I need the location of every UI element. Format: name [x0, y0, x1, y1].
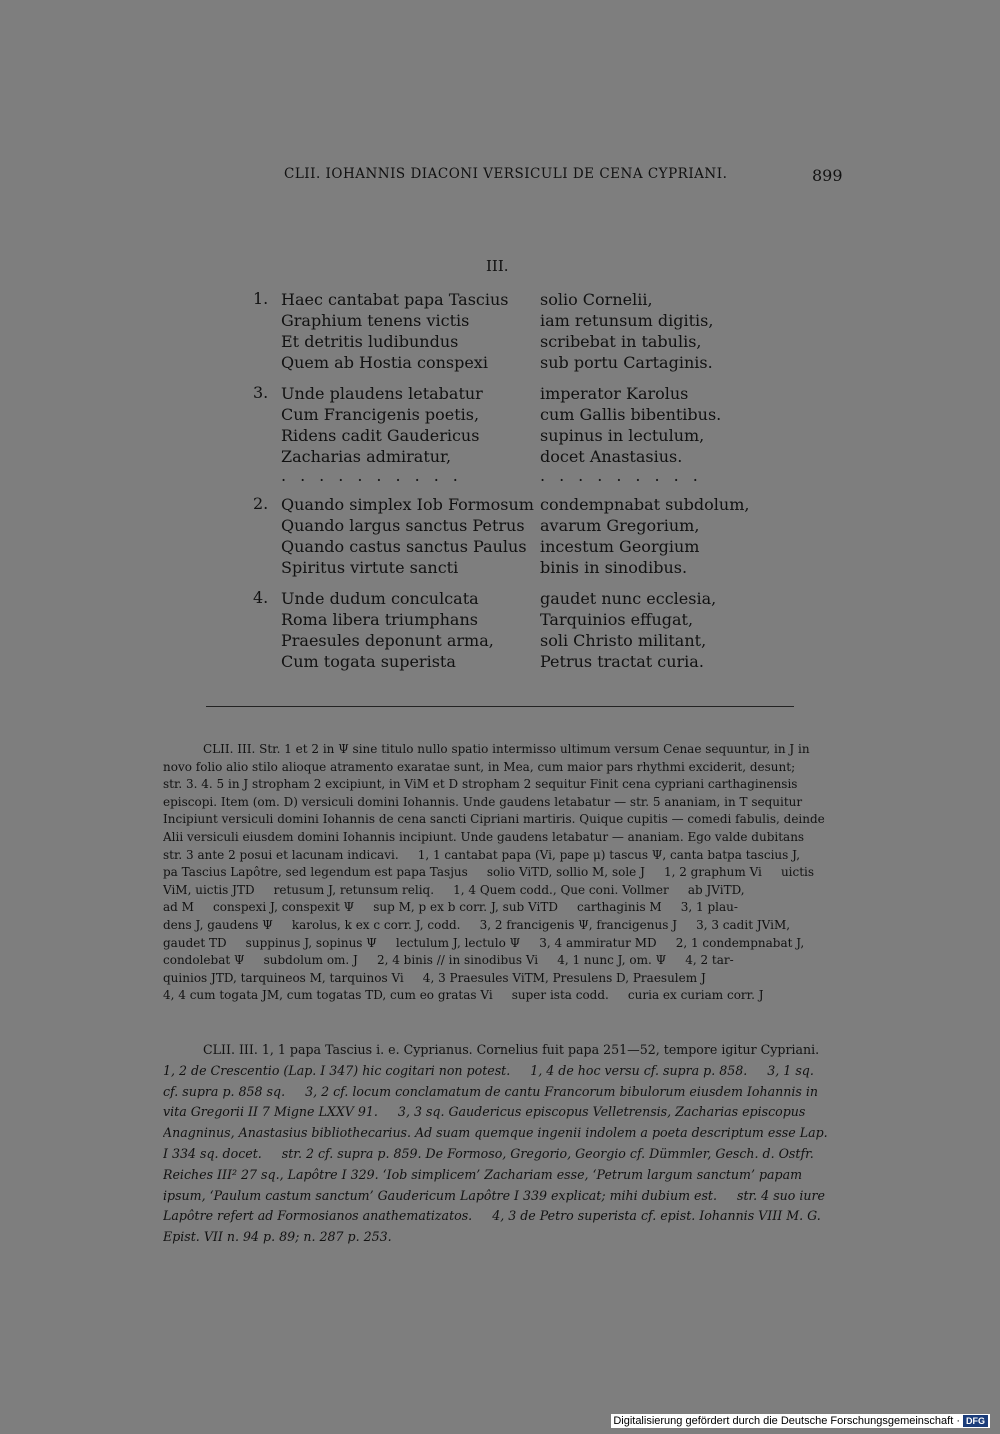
- commentary-line: CLII. III. 1, 1 papa Tascius i. e. Cyprianus. Cornelius fuit papa 251—52, tempore igitur Cypriani.: [203, 1042, 820, 1057]
- verse-second-half: Petrus tractat curia.: [540, 652, 704, 671]
- commentary-line: cf. supra p. 858 sq. 3, 2 cf. locum conclamatum de cantu Francorum bibulorum eiusdem Iohannis in: [163, 1083, 818, 1099]
- strophe-number: 3.: [253, 383, 269, 402]
- apparatus-line: Alii versiculi eiusdem domini Iohannis incipiunt. Unde gaudens letabatur — ananiam. Ego valde dubitans: [163, 829, 805, 844]
- section-number: III.: [486, 257, 509, 275]
- verse-second-half: binis in sinodibus.: [540, 558, 688, 577]
- footer-credit: [611, 1414, 990, 1428]
- apparatus-line: 4, 4 cum togata JM, cum togatas TD, cum eo gratas Vi super ista codd. curia ex curiam corr. J: [163, 988, 764, 1003]
- page-number: 899: [812, 166, 843, 185]
- apparatus-line: dens J, gaudens Ψ karolus, k ex c corr. J, codd. 3, 2 francigenis Ψ, francigenus J 3, 3 cadit JViM,: [163, 917, 791, 932]
- verse-first-half: Unde dudum conculcata: [281, 589, 479, 608]
- verse-second-half: cum Gallis bibentibus.: [540, 405, 722, 424]
- apparatus-line: Incipiunt versiculi domini Iohannis de cena sancti Cipriani martiris. Quique cupitis — comedi fabulis, deinde: [163, 812, 825, 827]
- apparatus-line: str. 3. 4. 5 in J stropham 2 excipiunt, in ViM et D stropham 2 sequitur Finit cena cypriani carthaginensis: [163, 777, 798, 792]
- verse-second-half: sub portu Cartaginis.: [540, 353, 713, 372]
- verse-second-half: docet Anastasius.: [540, 447, 683, 466]
- verse-first-half: Quando castus sanctus Paulus: [281, 537, 527, 556]
- verse-first-half: Praesules deponunt arma,: [281, 631, 494, 650]
- commentary-line: Epist. VII n. 94 p. 89; n. 287 p. 253.: [163, 1229, 392, 1245]
- strophe-number: 1.: [253, 289, 269, 308]
- apparatus-line: gaudet TD suppinus J, sopinus Ψ lectulum J, lectulo Ψ 3, 4 ammiratur MD 2, 1 condempnabat J,: [163, 935, 805, 950]
- verse-second-half: imperator Karolus: [540, 384, 689, 403]
- apparatus-line: ViM, uictis JTD retusum J, retunsum reliq. 1, 4 Quem codd., Que coni. Vollmer ab JViTD,: [163, 882, 745, 897]
- verse-second-half: iam retunsum digitis,: [540, 311, 714, 330]
- running-head: CLII. IOHANNIS DIACONI VERSICULI DE CENA CYPRIANI.: [284, 166, 728, 182]
- verse-first-half: Quem ab Hostia conspexi: [281, 353, 488, 372]
- verse-first-half: Et detritis ludibundus: [281, 332, 459, 351]
- apparatus-line: str. 3 ante 2 posui et lacunam indicavi. 1, 1 cantabat papa (Vi, pape μ) tascus Ψ, canta batpa tascius J,: [163, 847, 801, 862]
- lacuna-dots: ..........: [281, 466, 472, 485]
- verse-second-half: soli Christo militant,: [540, 631, 707, 650]
- verse-second-half: Tarquinios effugat,: [540, 610, 694, 629]
- commentary-line: Reiches III² 27 sq., Lapôtre I 329. ‘Iob simplicem’ Zachariam esse, ‘Petrum largum sanctum’ papam: [163, 1166, 803, 1182]
- verse-first-half: Cum togata superista: [281, 652, 456, 671]
- verse-first-half: Zacharias admiratur,: [281, 447, 452, 466]
- verse-second-half: supinus in lectulum,: [540, 426, 705, 445]
- apparatus-line: quinios JTD, tarquineos M, tarquinos Vi 4, 3 Praesules ViTM, Presulens D, Praesulem J: [163, 970, 706, 985]
- footnote-rule: [206, 706, 794, 707]
- commentary-line: 1, 2 de Crescentio (Lap. I 347) hic cogitari non potest. 1, 4 de hoc versu cf. supra p. 858. 3, 1 sq.: [163, 1062, 814, 1078]
- verse-second-half: avarum Gregorium,: [540, 516, 700, 535]
- commentary-line: I 334 sq. docet. str. 2 cf. supra p. 859. De Formoso, Gregorio, Georgio cf. Dümmler, Gesch. d. Ostfr.: [163, 1145, 814, 1161]
- commentary-line: Anagninus, Anastasius bibliothecarius. Ad suam quemque ingenii indolem a poeta descriptum esse Lap.: [163, 1125, 828, 1141]
- verse-second-half: scribebat in tabulis,: [540, 332, 702, 351]
- verse-first-half: Quando simplex Iob Formosum: [281, 495, 534, 514]
- apparatus-line: CLII. III. Str. 1 et 2 in Ψ sine titulo nullo spatio intermisso ultimum versum Cenae sequuntur, in J in: [203, 742, 810, 756]
- dfg-logo: DFG: [963, 1415, 988, 1427]
- verse-second-half: condempnabat subdolum,: [540, 495, 750, 514]
- commentary-line: Lapôtre refert ad Formosianos anathematizatos. 4, 3 de Petro superista cf. epist. Iohannis VIII M. G.: [163, 1208, 821, 1224]
- apparatus-line: ad M conspexi J, conspexit Ψ sup M, p ex b corr. J, sub ViTD carthaginis M 3, 1 plau-: [163, 900, 738, 915]
- verse-second-half: solio Cornelii,: [540, 290, 653, 309]
- apparatus-line: novo folio alio stilo alioque atramento exaratae sunt, in Mea, cum maior pars rhythmi exciderit, desunt;: [163, 759, 796, 774]
- apparatus-line: pa Tascius Lapôtre, sed legendum est papa Tasjus solio ViTD, sollio M, sole J 1, 2 graphum Vi uictis: [163, 865, 815, 880]
- verse-first-half: Ridens cadit Gaudericus: [281, 426, 480, 445]
- verse-first-half: Quando largus sanctus Petrus: [281, 516, 525, 535]
- verse-second-half: incestum Georgium: [540, 537, 700, 556]
- commentary-line: vita Gregorii II 7 Migne LXXV 91. 3, 3 sq. Gaudericus episcopus Velletrensis, Zacharias episcopus: [163, 1104, 806, 1120]
- verse-first-half: Cum Francigenis poetis,: [281, 405, 480, 424]
- strophe-number: 4.: [253, 588, 269, 607]
- verse-first-half: Roma libera triumphans: [281, 610, 478, 629]
- verse-second-half: gaudet nunc ecclesia,: [540, 589, 717, 608]
- verse-first-half: Graphium tenens victis: [281, 311, 470, 330]
- verse-first-half: Unde plaudens letabatur: [281, 384, 483, 403]
- commentary: [163, 1040, 835, 1248]
- verse-first-half: Spiritus virtute sancti: [281, 558, 459, 577]
- footer-text: Digitalisierung gefördert durch die Deutsche Forschungsgemeinschaft ·: [613, 1415, 960, 1427]
- commentary-line: ipsum, ‘Paulum castum sanctum’ Gaudericum Lapôtre I 339 explicat; mihi dubium est. str. 4 suo iure: [163, 1187, 825, 1203]
- lacuna-dots: .........: [540, 466, 712, 485]
- strophe-number: 2.: [253, 494, 269, 513]
- apparatus-line: episcopi. Item (om. D) versiculi domini Iohannis. Unde gaudens letabatur — str. 5 ananiam, in T sequitur: [163, 794, 803, 809]
- critical-apparatus: [163, 741, 835, 1005]
- apparatus-line: condolebat Ψ subdolum om. J 2, 4 binis // in sinodibus Vi 4, 1 nunc J, om. Ψ 4, 2 tar-: [163, 953, 734, 968]
- verse-first-half: Haec cantabat papa Tascius: [281, 290, 509, 309]
